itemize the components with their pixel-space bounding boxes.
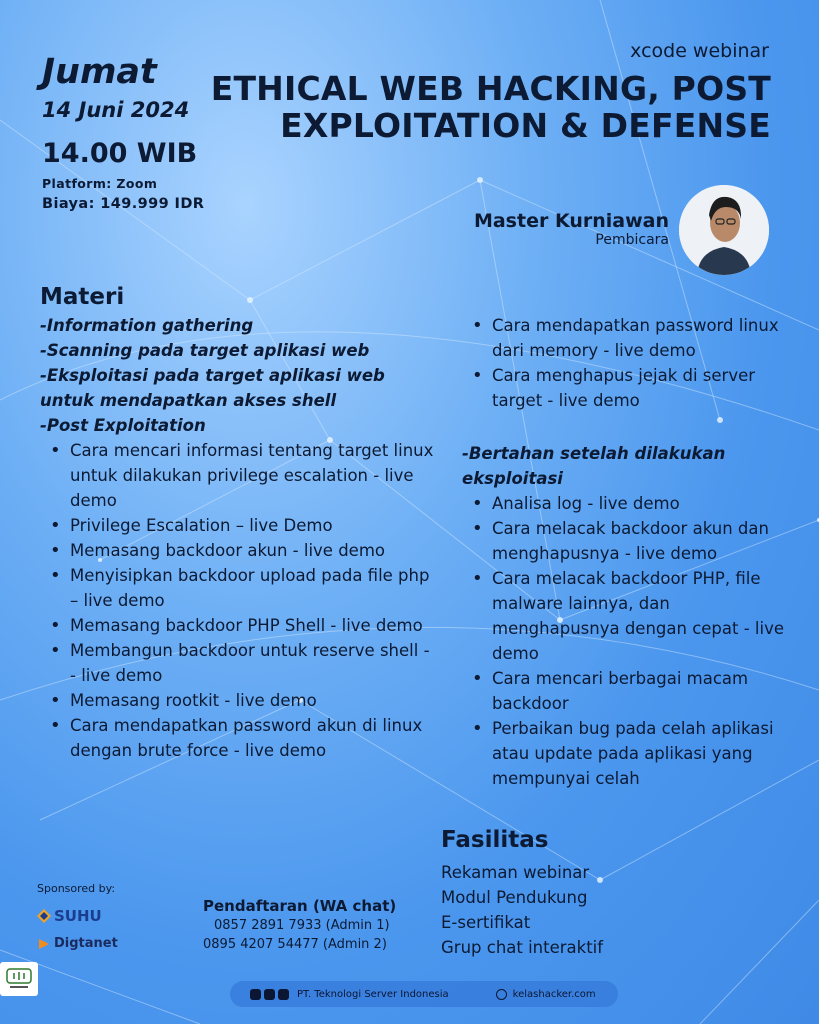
list-item: Grup chat interaktif [441, 938, 604, 957]
jogjaexploit-logo-icon [4, 966, 34, 992]
digtanet-logo-icon [37, 937, 51, 951]
topic-list [40, 438, 440, 763]
website-link[interactable]: kelashacker.com [512, 988, 596, 1000]
materi-column-left [40, 313, 440, 763]
list-item: • Cara melacak backdoor akun dan menghapusnya - live demo [462, 516, 792, 566]
webinar-title [171, 70, 771, 144]
title-line-1: ETHICAL WEB HACKING, POST [210, 69, 771, 108]
list-item: • Memasang rootkit - live demo [40, 688, 440, 713]
globe-icon [496, 989, 507, 1000]
instagram-icon[interactable] [250, 989, 261, 1000]
list-item: • Cara mendapatkan password linux dari memory - live demo [462, 313, 792, 363]
admin-phone-1: 0857 2891 7933 (Admin 1) [214, 918, 390, 933]
list-item: Modul Pendukung [441, 888, 588, 907]
suhu-logo-icon [37, 909, 51, 923]
materi-column-right [462, 313, 792, 791]
sponsor-logo-suhu [37, 907, 102, 925]
topic-heading: -Post Exploitation [40, 416, 206, 435]
event-price: Biaya: 149.999 IDR [42, 196, 205, 212]
list-item: • Cara menghapus jejak di server target - live demo [462, 363, 792, 413]
sponsor-name: Digtanet [54, 936, 118, 951]
event-platform: Platform: Zoom [42, 176, 158, 191]
speaker-silhouette-icon [679, 185, 769, 275]
topic-heading: -Information gathering [40, 316, 254, 335]
list-item: • Cara melacak backdoor PHP, file malware lainnya, dan menghapusnya dengan cepat - live demo [462, 566, 792, 666]
topic-list [462, 491, 792, 791]
sponsor-logo-jogjaexploit [0, 962, 38, 996]
list-item: • Cara mencari informasi tentang target linux untuk dilakukan privilege escalation - live demo [40, 438, 440, 513]
sponsor-label: Sponsored by: [37, 882, 116, 895]
list-item: E-sertifikat [441, 913, 531, 932]
event-day: Jumat [42, 52, 157, 92]
list-item: • Analisa log - live demo [462, 491, 792, 516]
registration-heading: Pendaftaran (WA chat) [203, 897, 397, 915]
list-item: • Membangun backdoor untuk reserve shell - - live demo [40, 638, 440, 688]
topic-heading: -Scanning pada target aplikasi web [40, 341, 370, 360]
materi-heading: Materi [40, 284, 125, 310]
company-name: PT. Teknologi Server Indonesia [297, 988, 449, 1000]
list-item: • Memasang backdoor PHP Shell - live demo [40, 613, 440, 638]
youtube-icon[interactable] [264, 989, 275, 1000]
list-item: • Cara mendapatkan password akun di linux dengan brute force - live demo [40, 713, 440, 763]
speaker-photo [679, 185, 769, 275]
footer-bar [230, 981, 618, 1007]
list-item: • Privilege Escalation – live Demo [40, 513, 440, 538]
social-icons [250, 989, 289, 1000]
speaker-name: Master Kurniawan [473, 210, 669, 232]
topic-heading: -Bertahan setelah dilakukan eksploitasi [462, 444, 726, 488]
linkedin-icon[interactable] [278, 989, 289, 1000]
list-item: • Perbaikan bug pada celah aplikasi atau update pada aplikasi yang mempunyai celah [462, 716, 792, 791]
list-item: • Memasang backdoor akun - live demo [40, 538, 440, 563]
event-time: 14.00 WIB [42, 138, 198, 169]
brand-label: xcode webinar [630, 40, 769, 62]
sponsor-name: SUHU [54, 907, 102, 925]
title-line-2: EXPLOITATION & DEFENSE [280, 106, 771, 145]
topic-heading: -Eksploitasi pada target aplikasi web untuk mendapatkan akses shell [40, 366, 385, 410]
topic-list [462, 313, 792, 413]
fasilitas-heading: Fasilitas [441, 827, 549, 853]
sponsor-logo-digtanet [37, 936, 118, 951]
admin-phone-2: 0895 4207 54477 (Admin 2) [203, 937, 387, 952]
list-item: Rekaman webinar [441, 863, 590, 882]
speaker-role: Pembicara [595, 232, 669, 248]
event-date: 14 Juni 2024 [42, 98, 190, 122]
list-item: • Menyisipkan backdoor upload pada file php – live demo [40, 563, 440, 613]
fasilitas-list [441, 860, 603, 960]
list-item: • Cara mencari berbagai macam backdoor [462, 666, 792, 716]
